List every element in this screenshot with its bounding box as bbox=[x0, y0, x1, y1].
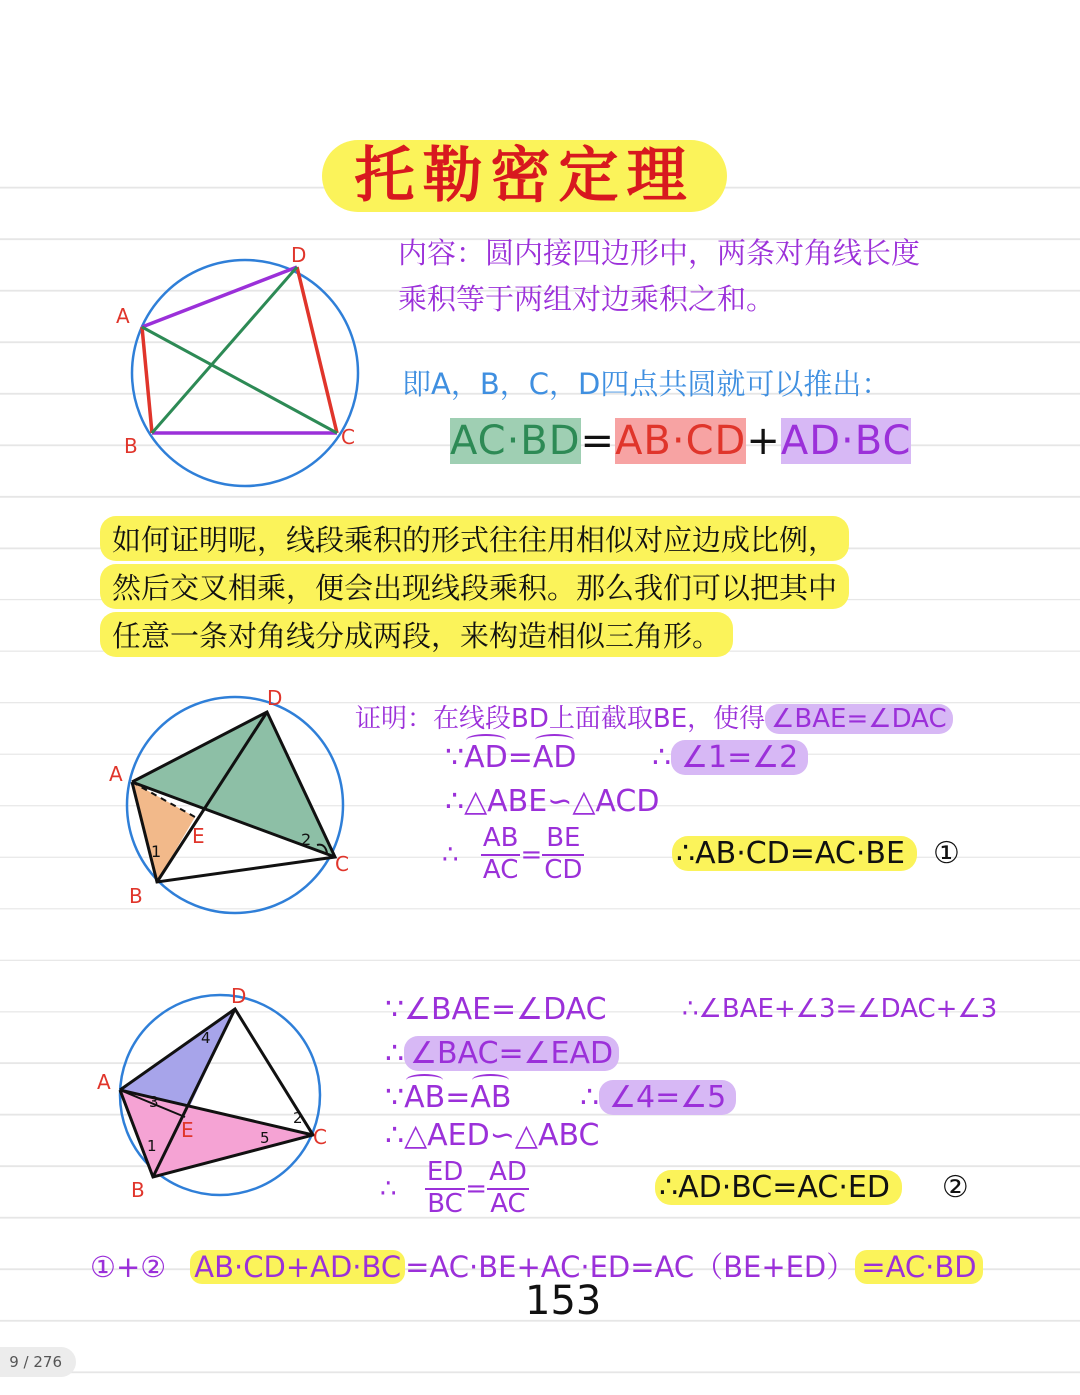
explain-line-3: 任意一条对角线分成两段，来构造相似三角形。 bbox=[100, 612, 733, 657]
arc-equals: = bbox=[445, 1080, 471, 1115]
page-number: 153 bbox=[525, 1278, 602, 1324]
numerator: AD bbox=[487, 1158, 529, 1190]
angle-label-1: 1 bbox=[147, 1137, 157, 1155]
eq-term-ad-bc: AD·BC bbox=[780, 418, 912, 464]
page-indicator[interactable]: 9 / 276 bbox=[0, 1347, 76, 1377]
proof1-angle-condition: ∠BAE=∠DAC bbox=[765, 704, 953, 734]
proof-diagram-2 bbox=[95, 985, 345, 1210]
explain-line-2: 然后交叉相乘，便会出现线段乘积。那么我们可以把其中 bbox=[100, 564, 849, 609]
proof1-intro: 证明：在线段BD上面截取BE，使得 bbox=[355, 704, 766, 734]
numerator: BE bbox=[542, 824, 584, 856]
proof2-arc-line bbox=[385, 1080, 511, 1115]
label-E: E bbox=[181, 1118, 194, 1142]
angle-label-3: 3 bbox=[149, 1093, 159, 1111]
label-A: A bbox=[116, 304, 130, 328]
proof1-result: ∴AB·CD=AC·BE bbox=[672, 836, 917, 871]
numerator: ED bbox=[425, 1158, 465, 1190]
page-title: 托勒密定理 bbox=[322, 140, 727, 212]
proof2-angles-line bbox=[580, 1080, 736, 1115]
final-conclusion: =AC·BD bbox=[855, 1250, 982, 1284]
angle-label-5: 5 bbox=[260, 1129, 270, 1147]
proof1-angles-line bbox=[652, 740, 808, 775]
content-line-2: 乘积等于两组对边乘积之和。 bbox=[398, 282, 776, 316]
diagonal-AC bbox=[142, 327, 337, 433]
proof2-line-1-left: ∵∠BAE=∠DAC bbox=[385, 992, 607, 1027]
denominator: AC bbox=[482, 854, 519, 885]
final-sum: AB·CD+AD·BC bbox=[190, 1250, 405, 1284]
eq-term-ac-bd: AC·BD bbox=[450, 418, 581, 464]
top-margin bbox=[0, 0, 1080, 137]
angle-label-4: 4 bbox=[201, 1029, 211, 1047]
proof2-line-2 bbox=[385, 1036, 619, 1071]
proof1-ratio bbox=[442, 824, 584, 886]
fraction-equals: = bbox=[465, 1173, 488, 1204]
angle-label-2: 2 bbox=[301, 830, 312, 849]
proof-diagram-1 bbox=[95, 685, 360, 925]
angle-label-1: 1 bbox=[151, 842, 162, 861]
proof2-similar: ∴△AED∽△ABC bbox=[385, 1118, 600, 1153]
proof2-result-line bbox=[655, 1170, 969, 1205]
therefore-symbol: ∴ bbox=[442, 839, 459, 870]
numerator: AB bbox=[481, 824, 521, 856]
ptolemy-equation bbox=[450, 418, 911, 464]
label-D: D bbox=[267, 686, 283, 710]
proof1-line-1 bbox=[355, 698, 953, 735]
fraction-AD-AC bbox=[487, 1158, 529, 1220]
label-D: D bbox=[231, 985, 247, 1008]
angles-BAC-EAD: ∠BAC=∠EAD bbox=[404, 1036, 619, 1071]
cyclic-quadrilateral-diagram bbox=[100, 235, 390, 500]
therefore-symbol: ∴ bbox=[652, 740, 672, 775]
arc-equals: = bbox=[507, 740, 533, 775]
arc-AB-right: AB bbox=[470, 1080, 512, 1115]
thus-line: 即A，B，C，D四点共圆就可以推出： bbox=[402, 367, 891, 401]
marker-1: ① bbox=[932, 836, 960, 871]
final-middle: =AC·BE+AC·ED=AC（BE+ED） bbox=[405, 1250, 856, 1284]
therefore-symbol: ∴ bbox=[380, 1173, 397, 1204]
label-C: C bbox=[335, 852, 349, 876]
eq-term-ab-cd: AB·CD bbox=[615, 418, 747, 464]
label-A: A bbox=[109, 762, 123, 786]
fraction-ED-BC bbox=[425, 1158, 465, 1220]
label-B: B bbox=[131, 1178, 145, 1202]
eq-plus: + bbox=[746, 418, 781, 464]
proof2-line-1-right: ∴∠BAE+∠3=∠DAC+∠3 bbox=[682, 994, 998, 1024]
side-AB bbox=[142, 327, 152, 433]
arc-AD-left: AD bbox=[464, 740, 508, 775]
side-AD bbox=[142, 267, 297, 327]
arc-AB-left: AB bbox=[404, 1080, 446, 1115]
label-D: D bbox=[291, 243, 307, 267]
denominator: AC bbox=[490, 1188, 526, 1219]
label-E: E bbox=[192, 824, 205, 848]
explain-line-1: 如何证明呢，线段乘积的形式往往用相似对应边成比例， bbox=[100, 516, 849, 561]
label-A: A bbox=[97, 1070, 111, 1094]
fraction-equals: = bbox=[520, 839, 543, 870]
arc-AD-right: AD bbox=[532, 740, 577, 775]
proof1-similar: ∴△ABE∽△ACD bbox=[445, 784, 660, 819]
proof2-ratio bbox=[380, 1158, 529, 1220]
side-CD bbox=[297, 267, 337, 433]
label-B: B bbox=[129, 884, 143, 908]
fraction-BE-CD bbox=[542, 824, 584, 886]
proof1-result-line bbox=[672, 836, 960, 871]
angles-equal-4-5: ∠4=∠5 bbox=[599, 1080, 736, 1115]
because-symbol: ∵ bbox=[445, 740, 465, 775]
proof1-arc-line bbox=[445, 740, 576, 775]
angle-label-2: 2 bbox=[293, 1109, 303, 1127]
marker-2: ② bbox=[941, 1170, 969, 1205]
eq-equals: = bbox=[580, 418, 616, 464]
label-C: C bbox=[341, 425, 355, 449]
label-C: C bbox=[313, 1125, 327, 1149]
denominator: CD bbox=[544, 854, 583, 885]
therefore-symbol: ∴ bbox=[385, 1036, 405, 1071]
proof2-result: ∴AD·BC=AC·ED bbox=[655, 1170, 902, 1205]
because-symbol: ∵ bbox=[385, 1080, 405, 1115]
fraction-AB-AC bbox=[481, 824, 521, 886]
final-prefix: ①+② bbox=[90, 1250, 167, 1284]
diagonal-BD bbox=[152, 267, 297, 433]
label-B: B bbox=[124, 434, 138, 458]
angles-equal-1-2: ∠1=∠2 bbox=[671, 740, 808, 775]
content-line-1: 内容：圆内接四边形中，两条对角线长度 bbox=[398, 236, 921, 270]
denominator: BC bbox=[427, 1188, 463, 1219]
therefore-symbol: ∴ bbox=[580, 1080, 600, 1115]
